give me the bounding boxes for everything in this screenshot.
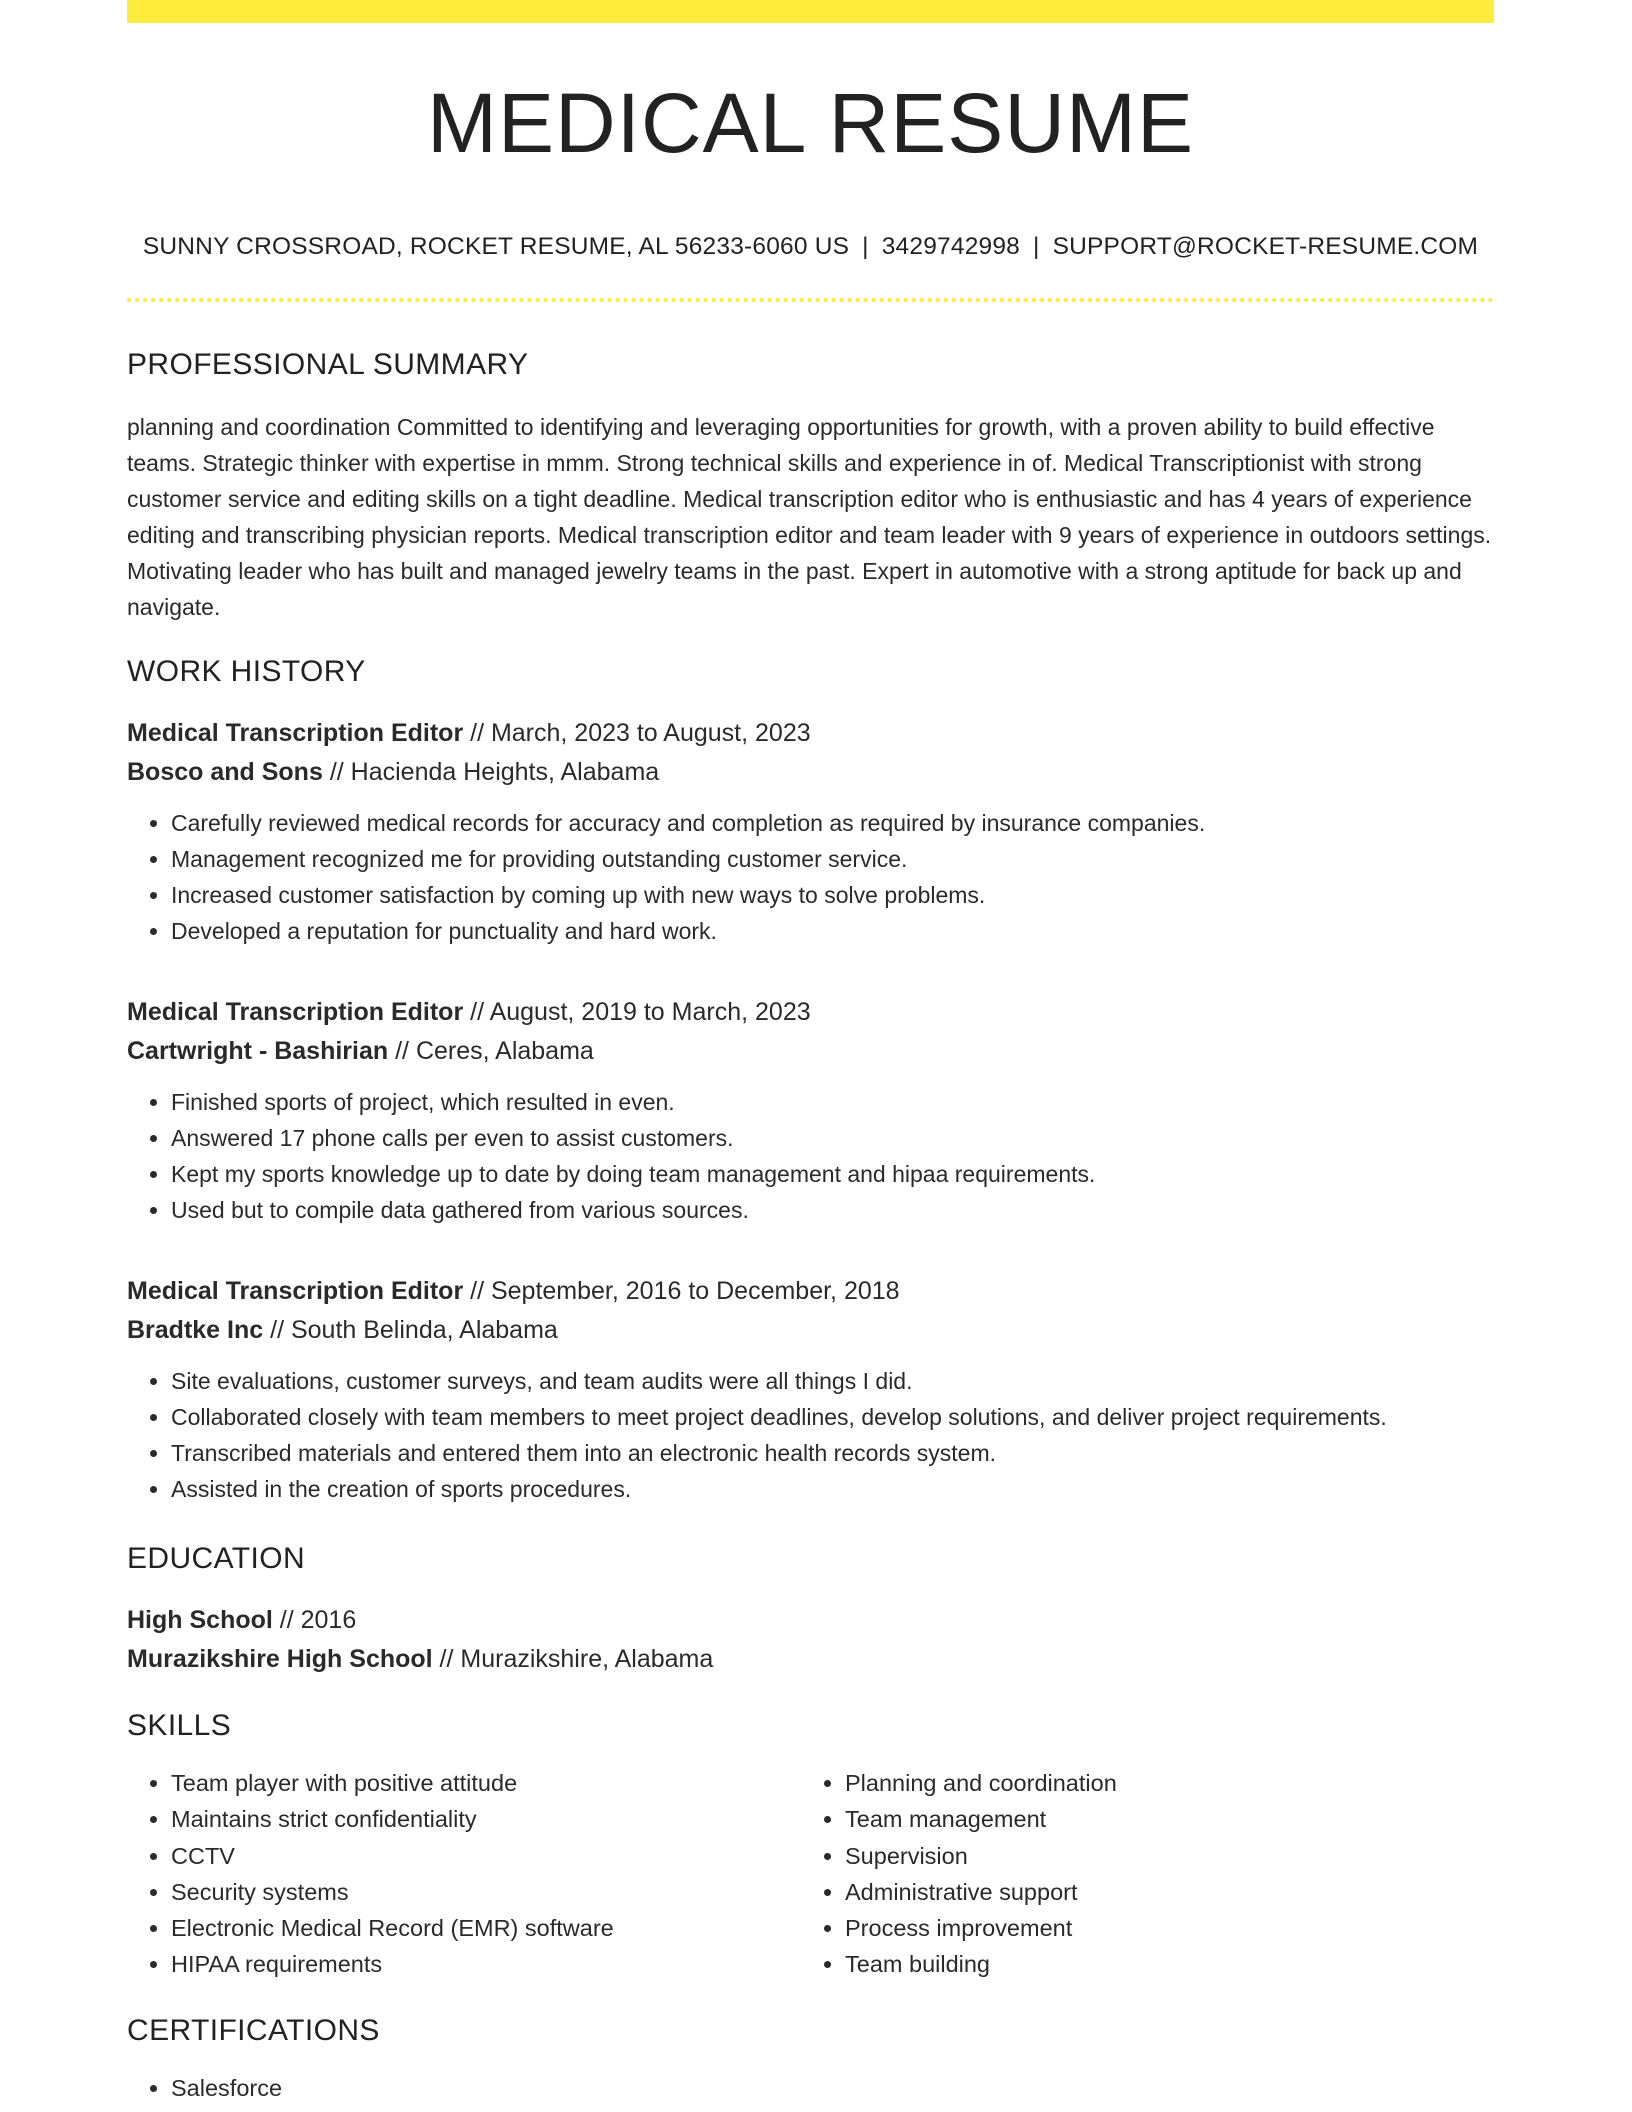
contact-phone: 3429742998 (881, 233, 1020, 260)
job-bullet: • Increased customer satisfaction by coming up with new ways to solve problems. (171, 877, 1494, 913)
skills-columns (127, 1765, 1494, 1983)
job-dates: // March, 2023 to August, 2023 (463, 719, 811, 747)
skill-item: • Security systems (171, 1874, 801, 1910)
job-bullets (127, 805, 1494, 949)
education-school: Murazikshire High School (127, 1645, 433, 1673)
job-bullet: • Used but to compile data gathered from various sources. (171, 1192, 1494, 1228)
section-heading-work-history: WORK HISTORY (127, 655, 366, 688)
job-bullet: • Developed a reputation for punctuality and hard work. (171, 913, 1494, 949)
education-year: // 2016 (272, 1606, 357, 1634)
job-title-line (127, 713, 1494, 753)
section-heading-certifications: CERTIFICATIONS (127, 2013, 380, 2047)
contact-email: SUPPORT@ROCKET-RESUME.COM (1052, 233, 1479, 260)
education-location: // Murazikshire, Alabama (432, 1645, 714, 1673)
job-bullet: • Finished sports of project, which resulted in even. (171, 1084, 1494, 1120)
skill-item: • Electronic Medical Record (EMR) software (171, 1910, 801, 1946)
job-title: Medical Transcription Editor (127, 1277, 464, 1305)
job-bullet: • Transcribed materials and entered them into an electronic health records system. (171, 1435, 1494, 1471)
skill-item: • CCTV (171, 1838, 801, 1874)
skill-item: • HIPAA requirements (171, 1946, 801, 1982)
skill-item: • Team management (845, 1801, 1117, 1837)
skill-item: • Administrative support (845, 1874, 1117, 1910)
education-school-line (127, 1640, 1494, 1678)
job-title: Medical Transcription Editor (127, 998, 464, 1026)
summary-text: planning and coordination Committed to identifying and leveraging opportunities for growth, with a proven ability to build effective teams. Strategic thinker with expertise in mmm. Strong technical skills and experience in of. Medical Transcriptionist with strong customer service and editing skills on a tight deadline. Medical transcription editor who is enthusiastic and has 4 years of experience editing and transcribing physician reports. Medical transcription editor and team leader with 9 years of experience in outdoors settings. Motivating leader who has built and managed jewelry teams in the past. Expert in automotive with a strong aptitude for back up and navigate. (127, 414, 1492, 620)
dotted-divider (127, 298, 1494, 302)
job-company: Bradtke Inc (127, 1316, 264, 1344)
job-bullet: • Kept my sports knowledge up to date by doing team management and hipaa requirements. (171, 1156, 1494, 1192)
skill-item: • Process improvement (845, 1910, 1117, 1946)
job-company: Cartwright - Bashirian (127, 1037, 389, 1065)
job-entry (127, 992, 1494, 1228)
skill-item: • Maintains strict confidentiality (171, 1801, 801, 1837)
job-title: Medical Transcription Editor (127, 719, 464, 747)
contact-separator: | (862, 233, 869, 260)
job-bullet: • Carefully reviewed medical records for accuracy and completion as required by insurance companies. (171, 805, 1494, 841)
skill-item: • Team player with positive attitude (171, 1765, 801, 1801)
education-degree-line (127, 1600, 1494, 1640)
job-location: // South Belinda, Alabama (263, 1316, 558, 1344)
education-entry (127, 1600, 1494, 1678)
skill-item: • Planning and coordination (845, 1765, 1117, 1801)
job-bullets (127, 1363, 1494, 1507)
job-company-line (127, 753, 1494, 791)
job-location: // Ceres, Alabama (388, 1037, 594, 1065)
section-heading-skills: SKILLS (127, 1709, 232, 1742)
skills-list-left (127, 1765, 801, 1983)
job-bullet: • Management recognized me for providing outstanding customer service. (171, 841, 1494, 877)
job-bullet: • Collaborated closely with team members to meet project deadlines, develop solutions, and deliver project requirements. (171, 1399, 1494, 1435)
top-accent-bar (127, 0, 1494, 23)
skills-list-right (801, 1765, 1117, 1983)
section-heading-summary: PROFESSIONAL SUMMARY (127, 348, 529, 381)
section-heading-education: EDUCATION (127, 1542, 306, 1575)
certifications-list (127, 2070, 1494, 2106)
skill-item: • Team building (845, 1946, 1117, 1982)
contact-separator: | (1033, 233, 1040, 260)
job-entry (127, 1271, 1494, 1507)
certification-item: • Salesforce (171, 2070, 1494, 2106)
contact-address: SUNNY CROSSROAD, ROCKET RESUME, AL 56233-6060 US (142, 233, 850, 260)
job-entry (127, 713, 1494, 949)
job-bullet: • Site evaluations, customer surveys, and team audits were all things I did. (171, 1363, 1494, 1399)
job-bullet: • Assisted in the creation of sports procedures. (171, 1471, 1494, 1507)
resume-page (127, 0, 1494, 2106)
job-bullet: • Answered 17 phone calls per even to assist customers. (171, 1120, 1494, 1156)
job-company-line (127, 1311, 1494, 1349)
resume-title: MEDICAL RESUME (426, 76, 1194, 170)
job-bullets (127, 1084, 1494, 1228)
job-company-line (127, 1032, 1494, 1070)
job-title-line (127, 992, 1494, 1032)
job-dates: // August, 2019 to March, 2023 (463, 998, 811, 1026)
contact-line (127, 233, 1494, 261)
skill-item: • Supervision (845, 1838, 1117, 1874)
job-company: Bosco and Sons (127, 758, 323, 786)
job-location: // Hacienda Heights, Alabama (322, 758, 660, 786)
education-degree: High School (127, 1606, 273, 1634)
job-dates: // September, 2016 to December, 2018 (463, 1277, 900, 1305)
job-title-line (127, 1271, 1494, 1311)
